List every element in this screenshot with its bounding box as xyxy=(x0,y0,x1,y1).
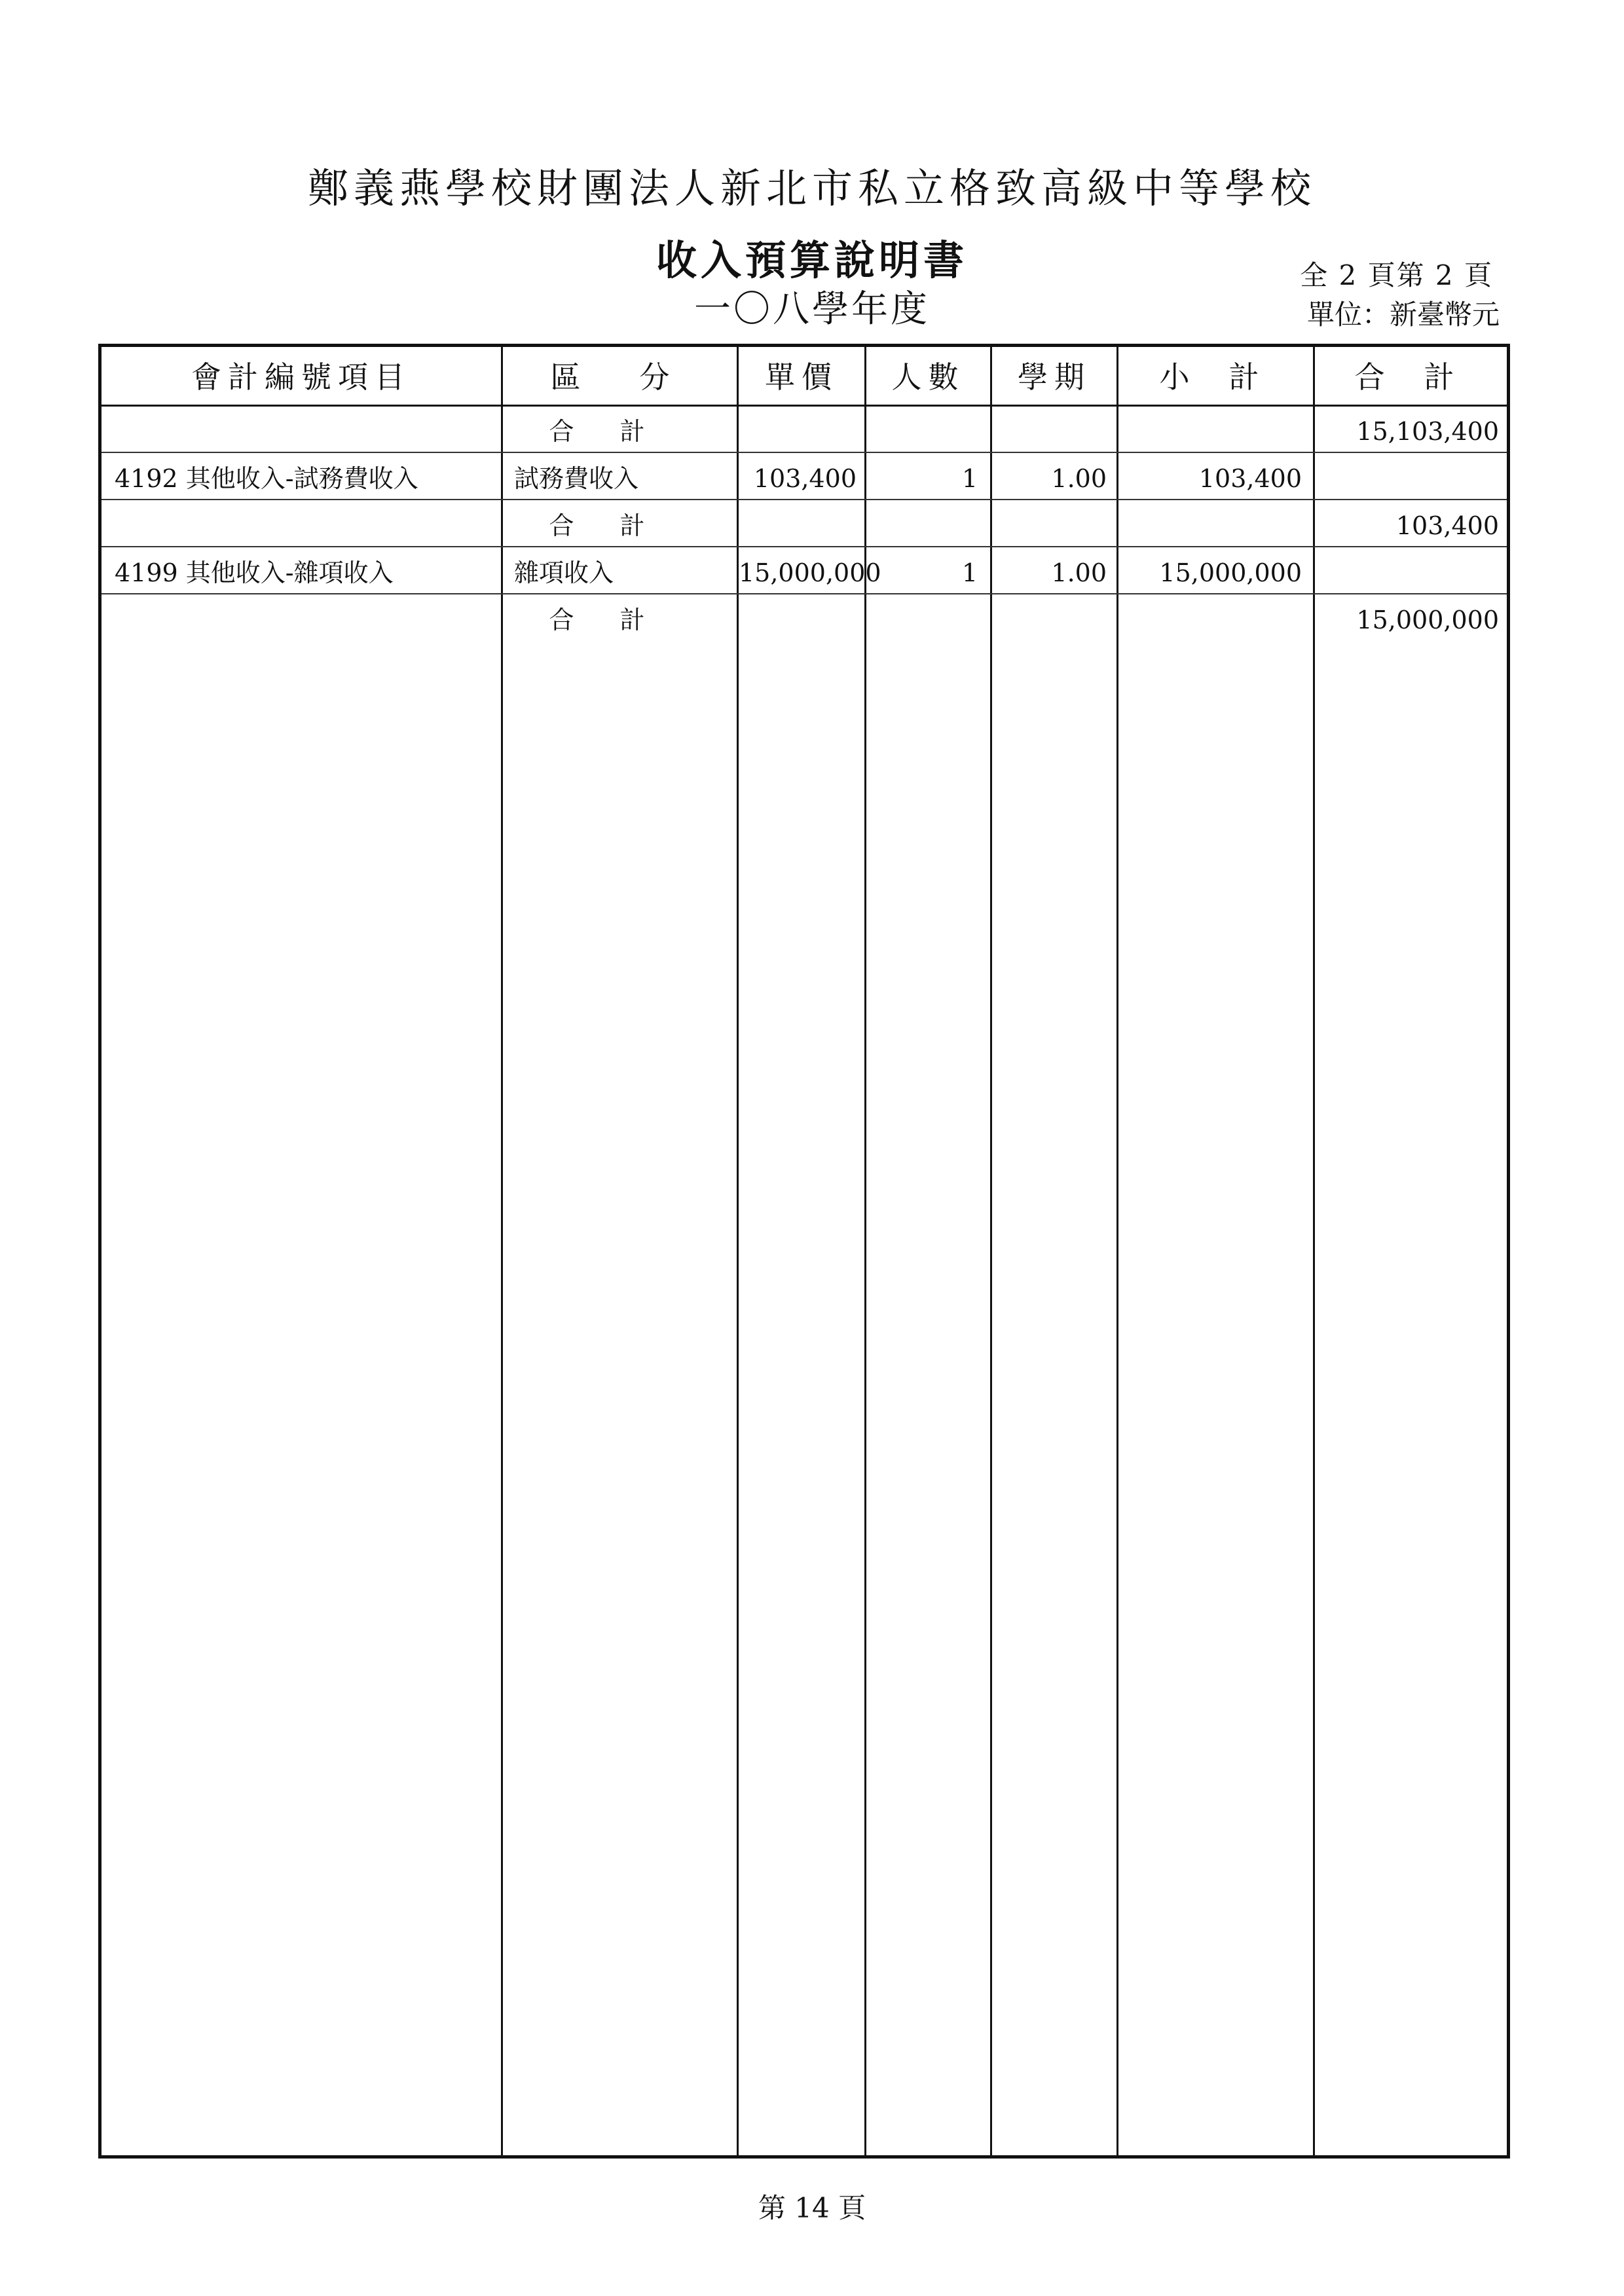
table-row-people: 1 xyxy=(961,558,978,587)
table-row-subtotal: 15,000,000 xyxy=(1159,558,1302,587)
column-header-unit-price: 單價 xyxy=(765,359,838,395)
academic-year: 一〇八學年度 xyxy=(694,288,930,331)
organization-title: 鄭義燕學校財團法人新北市私立格致高級中等學校 xyxy=(307,164,1316,212)
table-row-item: 4199 其他收入-雜項收入 xyxy=(115,558,394,587)
column-header-total: 合計 xyxy=(1354,359,1494,395)
table-row-category: 雜項收入 xyxy=(514,558,614,587)
table-row-subtotal: 103,400 xyxy=(1198,464,1302,493)
table-row-total: 15,000,000 xyxy=(1356,606,1499,634)
table-row-total: 15,103,400 xyxy=(1356,417,1499,446)
budget-table xyxy=(98,344,1510,2159)
document-title: 收入預算說明書 xyxy=(655,236,968,284)
column-divider xyxy=(1116,347,1118,2155)
table-row-unit-price: 15,000,000 xyxy=(739,558,881,587)
table-row-category: 合計 xyxy=(549,606,691,634)
page-count: 全 2 頁第 2 頁 xyxy=(1300,259,1493,291)
table-row-term: 1.00 xyxy=(1051,558,1107,587)
row-divider xyxy=(101,593,1507,594)
table-row-category: 試務費收入 xyxy=(514,464,639,493)
row-divider xyxy=(101,499,1507,500)
column-header-item: 會計編號項目 xyxy=(191,359,411,395)
currency-unit: 單位：新臺幣元 xyxy=(1306,299,1500,331)
table-row-category: 合計 xyxy=(549,511,691,540)
table-row-term: 1.00 xyxy=(1051,464,1107,493)
page-number: 第 14 頁 xyxy=(758,2192,866,2224)
table-row-item: 4192 其他收入-試務費收入 xyxy=(115,464,418,493)
table-row-category: 合計 xyxy=(549,417,691,446)
column-header-people: 人數 xyxy=(891,359,965,395)
row-divider xyxy=(101,452,1507,453)
table-row-unit-price: 103,400 xyxy=(753,464,857,493)
column-header-category: 區分 xyxy=(550,359,729,395)
column-divider xyxy=(990,347,992,2155)
column-divider xyxy=(737,347,739,2155)
table-row-total: 103,400 xyxy=(1395,511,1499,540)
column-divider xyxy=(864,347,866,2155)
column-header-term: 學期 xyxy=(1018,359,1091,395)
table-row-people: 1 xyxy=(961,464,978,493)
header-divider xyxy=(101,405,1507,407)
column-header-subtotal: 小計 xyxy=(1159,359,1299,395)
row-divider xyxy=(101,546,1507,547)
